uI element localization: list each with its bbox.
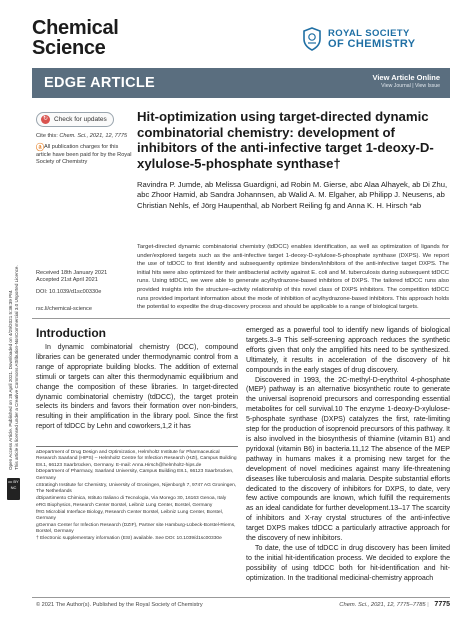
journal-site-link[interactable]: rsc.li/chemical-science xyxy=(36,306,92,312)
article-title: Hit-optimization using target-directed dynamic combinatorial chemistry: development of inhibitors of the anti-infective target 1-deoxy-D-xylulose-5-phosphate synthase† xyxy=(137,109,434,171)
journal-title-line2: Science xyxy=(32,37,106,59)
journal-title xyxy=(32,18,119,58)
journal-title-line1: Chemical xyxy=(32,17,119,39)
footnote: cStratingh Institute for Chemistry, University of Groningen, Nijenborgh 7, 9747 AG Groningen, The Netherlands xyxy=(36,482,237,494)
view-journal-issue-links[interactable]: View Journal | View Issue xyxy=(381,83,440,89)
side-notice xyxy=(8,265,20,470)
charge-note-text: All publication charges for this article have been paid for by the Royal Society of Chemistry xyxy=(36,144,132,166)
section-divider xyxy=(32,318,450,319)
footnote: aDepartment of Drug Design and Optimization, Helmholtz Institute for Pharmaceutical Research Saarland (HIPS) – Helmholtz Centre for Infection Research (HZI), Campus Building E8.1, 66123 Saarbrücken, Germany. E-mail: Anna.Hirsch@helmholtz-hips.de xyxy=(36,450,237,468)
side-notice-line2: This article is licensed under a Creative Commons Attribution-NonCommercial 3.0 Unported Licence. xyxy=(14,265,19,470)
article-type-banner xyxy=(32,68,450,98)
citation xyxy=(36,133,127,140)
article-type-label: EDGE ARTICLE xyxy=(44,75,156,91)
footnote: eRG Biophysics, Research Center Borstel, Leibniz Lung Center, Borstel, Germany xyxy=(36,502,213,508)
publisher-line1: ROYAL SOCIETY xyxy=(328,28,410,39)
page-footer-ref: Chem. Sci., 2021, 12, 7775–7785 | 7775 xyxy=(339,601,450,608)
received-date: Received 18th January 2021 xyxy=(36,270,108,276)
page-number: 7775 xyxy=(434,601,450,608)
refresh-icon: ↻ xyxy=(42,116,49,122)
publisher-logo[interactable] xyxy=(302,27,416,51)
open-access-icon: ⓐ xyxy=(36,143,44,152)
publisher-line2: OF CHEMISTRY xyxy=(328,38,416,50)
body-paragraph: emerged as a powerful tool to identify new ligands of biological targets.3–9 This self-screening approach reduces the synthetic efforts given that only the amplified hits need to be synthesized. Ultimately, it results in acceleration of the discovery of hit compounds in the early stages of drug discovery. xyxy=(246,327,450,374)
view-article-online-link[interactable]: View Article Online xyxy=(372,73,440,82)
cite-label: Cite this: xyxy=(36,133,58,139)
check-for-updates-label: Check for updates xyxy=(54,116,107,123)
affiliation-footnotes xyxy=(36,446,238,543)
footnote: gGerman Center for Infection Research (DZIF), Partner site Hamburg-Lübeck-Borstel-Riems, Borstel, Germany xyxy=(36,522,236,535)
copyright-notice: © 2021 The Author(s). Published by the Royal Society of Chemistry xyxy=(36,602,203,608)
footnote: † Electronic supplementary information (ESI) available. See DOI: 10.1039/d1sc00330e xyxy=(36,536,222,542)
abstract: Target-directed dynamic combinatorial chemistry (tdDCC) enables identification, as well as optimization of ligands for under/explored targets such as the anti-infective target 1-deoxy-D-xylulose-5-phosphate synthase (DXPS). We report the use of tdDCC to first identify and subsequently optimize binders/inhibitors of the anti-infective target DXPS. The initial hits were also optimized for their antibacterial activity against E. coli and M. tuberculosis during subsequent tdDCC runs. Using tdDCC, we were able to generate acylhydrazone-based inhibitors of DXPS. The tailored tdDCC runs also provided insights into the structure–activity relationship of this novel class of DXPS inhibitors. The competition tdDCC runs provided important information about the mode of inhibition of acylhydrazone-based inhibitors. This approach holds the potential to expedite the drug-discovery process and should be applicable to a range of biological targets. xyxy=(137,244,449,311)
charge-note xyxy=(36,144,132,167)
footnote: fRG Microbial Interface Biology, Research Center Borstel, Leibniz Lung Center, Borstel, Germany xyxy=(36,509,224,521)
publisher-name xyxy=(328,28,416,50)
introduction-heading: Introduction xyxy=(36,326,106,340)
banner-links xyxy=(372,73,440,89)
footnote: bDepartment of Pharmacy, Saarland University, Campus Building E8.1, 66123 Saarbrücken, Germany xyxy=(36,469,234,481)
doi[interactable]: DOI: 10.1039/d1sc00330e xyxy=(36,288,102,295)
accepted-date: Accepted 21st April 2021 xyxy=(36,277,98,284)
body-paragraph: In dynamic combinatorial chemistry (DCC), compound libraries can be generated under thermodynamic control from a range of appropriate building blocks. The addition of external stimuli or targets can alter this thermodynamic equilibrium and change the composition of these libraries. In target-directed dynamic combinatorial chemistry (tdDCC), the target protein selects its binders and favors their formation over non-binders, resulting in their amplification in the library pool. Since the first report of tdDCC by Lehn and coworkers,1,2 it has xyxy=(36,344,238,431)
cc-license-icon[interactable]: cc BY NC xyxy=(7,478,20,500)
article-dates xyxy=(36,270,107,296)
body-column-left xyxy=(36,343,238,432)
footer-citation: Chem. Sci., 2021, 12, 7775–7785 xyxy=(339,602,426,608)
body-paragraph: To date, the use of tdDCC in drug discovery has been limited to the initial hit-identification process. We decided to explore the possibility of using tdDCC both for hit-identification and hit-optimization. In the traditional medicinal-chemistry approach xyxy=(246,544,450,582)
check-for-updates-button[interactable] xyxy=(36,112,114,127)
footnote: dDipartimento Chimica, Istituto Italiano di Tecnologia, Via Morego 30, 16163 Genoa, Italy xyxy=(36,495,227,501)
author-list: Ravindra P. Jumde, ab Melissa Guardigni, ad Robin M. Gierse, abc Alaa Alhayek, ab Di Zhu, abc Zhoor Hamid, ab Sandra Johannsen, ab Walid A. M. Elgaher, ab Philipp J. Neusens, ab Christian Nehls, ef Jörg Haupenthal, ab Norbert Reiling fg and Anna K. H. Hirsch *ab xyxy=(137,180,448,210)
body-column-right xyxy=(246,326,450,584)
body-paragraph: Discovered in 1993, the 2C-methyl-D-erythritol 4-phosphate (MEP) pathway is an alternative biosynthetic route to generate the universal isoprenoid precursors and corresponding essential metabolites for cell survival.10 The enzyme 1-deoxy-D-xylulose-5-phosphate synthase (DXPS) catalyzes the first, rate-limiting step for the production of isoprenoid precursors of this pathway. It is also involved in the biosynthesis of thiamine (vitamin B1) and pyridoxal (vitamin B6) in bacteria.11,12 The absence of the MEP pathway in humans makes it a promising new target for the development of novel medicines against many life-threatening diseases like tuberculosis and malaria. Despite substantial efforts dedicated to the discovery of inhibitors for DXPS, to date, very few active compounds are known, which fulfill the requirements as an ideal candidate for further development.13–17 The scarcity of inhibitors and X-ray crystal structures of the anti-infective target DXPS makes tdDCC a particularly attractive approach for the discovery of new inhibitors. xyxy=(246,376,450,543)
footer-divider xyxy=(32,597,450,598)
cite-ref: Chem. Sci., 2021, 12, 7775 xyxy=(59,133,128,139)
side-notice-line1: Open Access Article. Published on 28 April 2021. Downloaded on 4/29/2021 5:36:39 PM. xyxy=(8,289,13,470)
rsc-crest-icon xyxy=(302,27,322,51)
